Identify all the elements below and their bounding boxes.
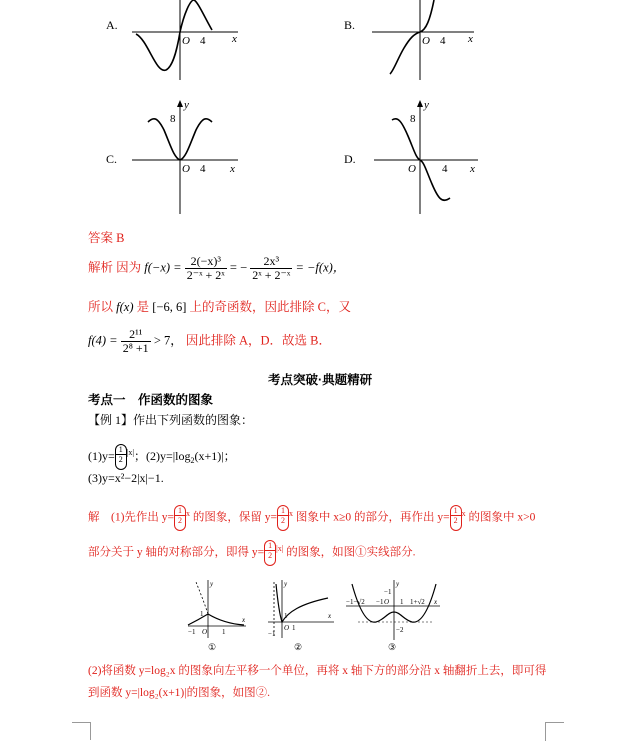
- svg-text:−1: −1: [384, 588, 392, 596]
- a-tick: 4: [200, 35, 206, 47]
- analysis-line-2: 所以 f(x) 是 [−6, 6] 上的奇函数，因此排除 C，又: [88, 300, 351, 314]
- svg-text:−1: −1: [188, 628, 196, 636]
- c-x: x: [230, 163, 235, 175]
- svg-text:1: 1: [200, 610, 204, 618]
- option-a-label: A.: [106, 18, 118, 32]
- analysis-line-3: f(4) = $\frac{\text{2¹¹}}{\text{2⁸ +1}}$ > 7， 因此排除 A，D．故选 B．: [88, 327, 332, 355]
- b-x: x: [468, 33, 473, 45]
- svg-text:O: O: [202, 628, 208, 636]
- d-tick: 4: [442, 163, 448, 175]
- analysis-line-1: 解析 因为 f(−x) = $\frac{\text{2(−x)³}}{\text{2⁻ˣ + 2ˣ}}$ = − $\frac{\text{2x³}}{\text{2ˣ + 2⁻ˣ}}$ = −f(x)，: [88, 254, 346, 282]
- page-corner-left-top: [72, 722, 90, 741]
- b-tick: 4: [440, 35, 446, 47]
- example-item-1-2: (1)y= $\frac{1}{2}^{|x|}$；$(2)y=|\log_2(x+1)|$；: [88, 444, 236, 470]
- answer-text: 答案 B: [88, 231, 125, 245]
- option-c-graph: [128, 98, 248, 216]
- svg-text:①: ①: [208, 642, 217, 652]
- svg-text:x: x: [242, 616, 246, 624]
- option-a-graph: [128, 0, 258, 82]
- option-b-label: B.: [344, 18, 356, 32]
- svg-text:1: 1: [400, 598, 404, 606]
- svg-text:x: x: [328, 612, 332, 620]
- svg-text:x: x: [434, 598, 438, 606]
- topic-title: 考点一 作函数的图象: [88, 393, 214, 407]
- page-corner-right: [545, 722, 564, 741]
- svg-text:③: ③: [388, 642, 397, 652]
- svg-text:1: 1: [292, 624, 296, 632]
- option-d-graph: [370, 98, 490, 216]
- c-y: y: [184, 99, 189, 111]
- c-origin: O: [182, 163, 190, 175]
- d-y: y: [424, 99, 429, 111]
- svg-text:−1−√2: −1−√2: [346, 598, 365, 606]
- svg-text:O: O: [384, 598, 390, 606]
- svg-text:y: y: [284, 580, 288, 588]
- svg-text:1: 1: [284, 612, 288, 620]
- solution-line-3: (2)将函数 y=log₂x 的图象向左平移一个单位，再将 x 轴下方的部分沿 x 轴翻折上去，即可得: [88, 665, 547, 677]
- d-origin: O: [408, 163, 416, 175]
- d-ytick: 8: [410, 113, 416, 125]
- figure-3: [344, 578, 444, 654]
- b-origin: O: [422, 35, 430, 47]
- example-item-3: (3)y=x²−2|x|−1.: [88, 471, 164, 485]
- a-x: x: [232, 33, 237, 45]
- svg-text:②: ②: [294, 642, 303, 652]
- c-ytick: 8: [170, 113, 176, 125]
- figure-1: [186, 578, 248, 654]
- svg-text:y: y: [210, 580, 214, 588]
- option-d-label: D.: [344, 152, 356, 166]
- svg-text:−2: −2: [396, 626, 404, 634]
- section-title: 考点突破·典题精研: [268, 373, 373, 387]
- example-title: 【例 1】作出下列函数的图象：: [88, 413, 254, 427]
- svg-text:1+√2: 1+√2: [410, 598, 425, 606]
- c-tick: 4: [200, 163, 206, 175]
- svg-text:1: 1: [222, 628, 226, 636]
- svg-text:y: y: [396, 580, 400, 588]
- option-b-graph: [368, 0, 488, 82]
- svg-text:−1: −1: [268, 630, 276, 638]
- solution-line-2: 部分关于 y 轴的对称部分，即得 y= $\frac{1}{2}^{|x|}$ 的图象，如图①实线部分.: [88, 540, 416, 566]
- svg-text:−1: −1: [376, 598, 384, 606]
- svg-text:O: O: [284, 624, 290, 632]
- figure-2: [266, 578, 336, 654]
- option-c-label: C.: [106, 152, 118, 166]
- solution-line-4: 到函数 y=|log₂(x+1)|的图象，如图②.: [88, 687, 270, 699]
- a-origin: O: [182, 35, 190, 47]
- d-x: x: [470, 163, 475, 175]
- solution-line-1: 解 (1)先作出 y= $\frac{1}{2}^x$ 的图象，保留 y= $\frac{1}{2}^x$ 图象中 x≥0 的部分，再作出 y= $\frac{1}{2}^x$ 的图象中 x>0: [88, 505, 535, 531]
